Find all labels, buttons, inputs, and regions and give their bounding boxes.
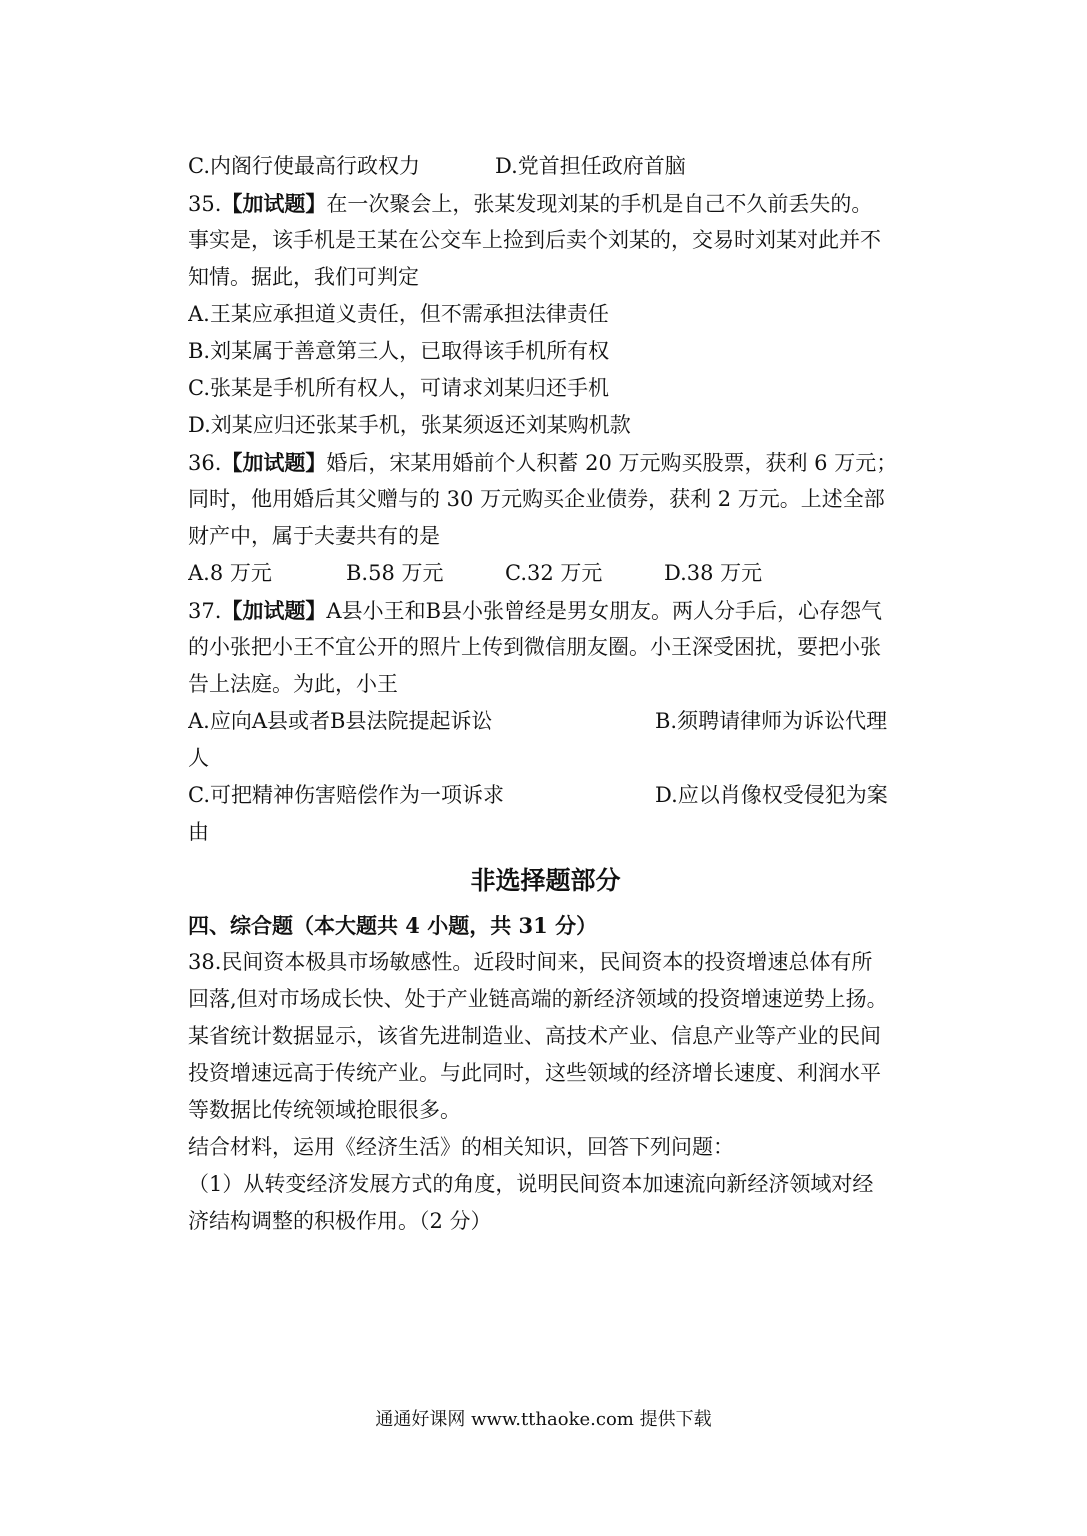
q35-option-d: D.刘某应归还张某手机，张某须返还刘某购机款	[188, 413, 631, 437]
q37-stem-line-3: 告上法庭。为此，小王	[188, 672, 398, 696]
q37-option-a: A.应向A县或者B县法院提起诉讼	[188, 709, 493, 733]
q34-option-c: C.内阁行使最高行政权力	[188, 154, 420, 178]
q34-option-d: D.党首担任政府首脑	[495, 154, 686, 178]
q38-line-1: 38.民间资本极具市场敏感性。近段时间来，民间资本的投资增速总体有所	[188, 950, 873, 974]
part-heading: 四、综合题（本大题共 4 小题，共 31 分）	[188, 913, 598, 938]
page-footer: 通通好课网 www.tthaoke.com 提供下载	[375, 1409, 712, 1430]
q37-stem-line-2: 的小张把小王不宜公开的照片上传到微信朋友圈。小王深受困扰，要把小张	[188, 635, 881, 659]
q36-stem-line-2: 同时，他用婚后其父赠与的 30 万元购买企业债券，获利 2 万元。上述全部	[188, 487, 885, 511]
q36-tag: 【加试题】	[221, 450, 327, 475]
q35-tag: 【加试题】	[221, 191, 327, 216]
q36-stem-line-1	[188, 444, 903, 481]
q37-option-b-wrap: 人	[188, 746, 209, 770]
q36-stem-line-3: 财产中，属于夫妻共有的是	[188, 524, 440, 548]
q37-number: 37.	[188, 599, 222, 623]
q36-options-row	[188, 555, 903, 592]
q37-stem-text-1: A县小王和B县小张曾经是男女朋友。两人分手后，心存怨气	[326, 599, 883, 623]
q35-stem-text-1: 在一次聚会上，张某发现刘某的手机是自己不久前丢失的。	[326, 192, 873, 216]
q35-option-b: B.刘某属于善意第三人，已取得该手机所有权	[188, 339, 610, 363]
q37-options-row-ab	[188, 703, 903, 740]
q37-option-b: B.须聘请律师为诉讼代理	[655, 709, 888, 733]
q35-option-a: A.王某应承担道义责任，但不需承担法律责任	[188, 302, 609, 326]
q37-option-d-wrap: 由	[188, 820, 209, 844]
q35-number: 35.	[188, 192, 222, 216]
q38-line-2: 回落,但对市场成长快、处于产业链高端的新经济领域的投资增速逆势上扬。	[188, 987, 888, 1011]
q36-stem-text-1: 婚后，宋某用婚前个人积蓄 20 万元购买股票，获利 6 万元；	[326, 451, 898, 475]
q36-number: 36.	[188, 451, 222, 475]
q35-stem-line-2: 事实是，该手机是王某在公交车上捡到后卖个刘某的，交易时刘某对此并不	[188, 228, 881, 252]
section-title: 非选择题部分	[470, 866, 621, 895]
q37-option-d: D.应以肖像权受侵犯为案	[655, 783, 888, 807]
q37-option-c: C.可把精神伤害赔偿作为一项诉求	[188, 783, 504, 807]
q38-line-4: 投资增速远高于传统产业。与此同时，这些领域的经济增长速度、利润水平	[188, 1061, 881, 1085]
q37-tag: 【加试题】	[221, 598, 327, 623]
q38-line-5: 等数据比传统领域抢眼很多。	[188, 1098, 461, 1122]
q38-sub1-line-2: 济结构调整的积极作用。（2 分）	[188, 1209, 492, 1233]
q36-option-b: B.58 万元	[346, 561, 444, 585]
q35-stem-line-1	[188, 185, 903, 222]
q35-option-c: C.张某是手机所有权人，可请求刘某归还手机	[188, 376, 609, 400]
q36-option-c: C.32 万元	[505, 561, 603, 585]
q38-line-3: 某省统计数据显示，该省先进制造业、高技术产业、信息产业等产业的民间	[188, 1024, 881, 1048]
q36-option-a: A.8 万元	[188, 561, 272, 585]
q34-options-row	[188, 148, 903, 185]
q37-stem-line-1	[188, 592, 903, 629]
document-body	[188, 148, 903, 1240]
q37-options-row-cd	[188, 777, 903, 814]
q36-option-d: D.38 万元	[664, 561, 763, 585]
q38-sub1-line-1: （1）从转变经济发展方式的角度，说明民间资本加速流向新经济领域对经	[188, 1172, 874, 1196]
q38-instruction: 结合材料，运用《经济生活》的相关知识，回答下列问题：	[188, 1135, 734, 1159]
q35-stem-line-3: 知情。据此，我们可判定	[188, 265, 419, 289]
